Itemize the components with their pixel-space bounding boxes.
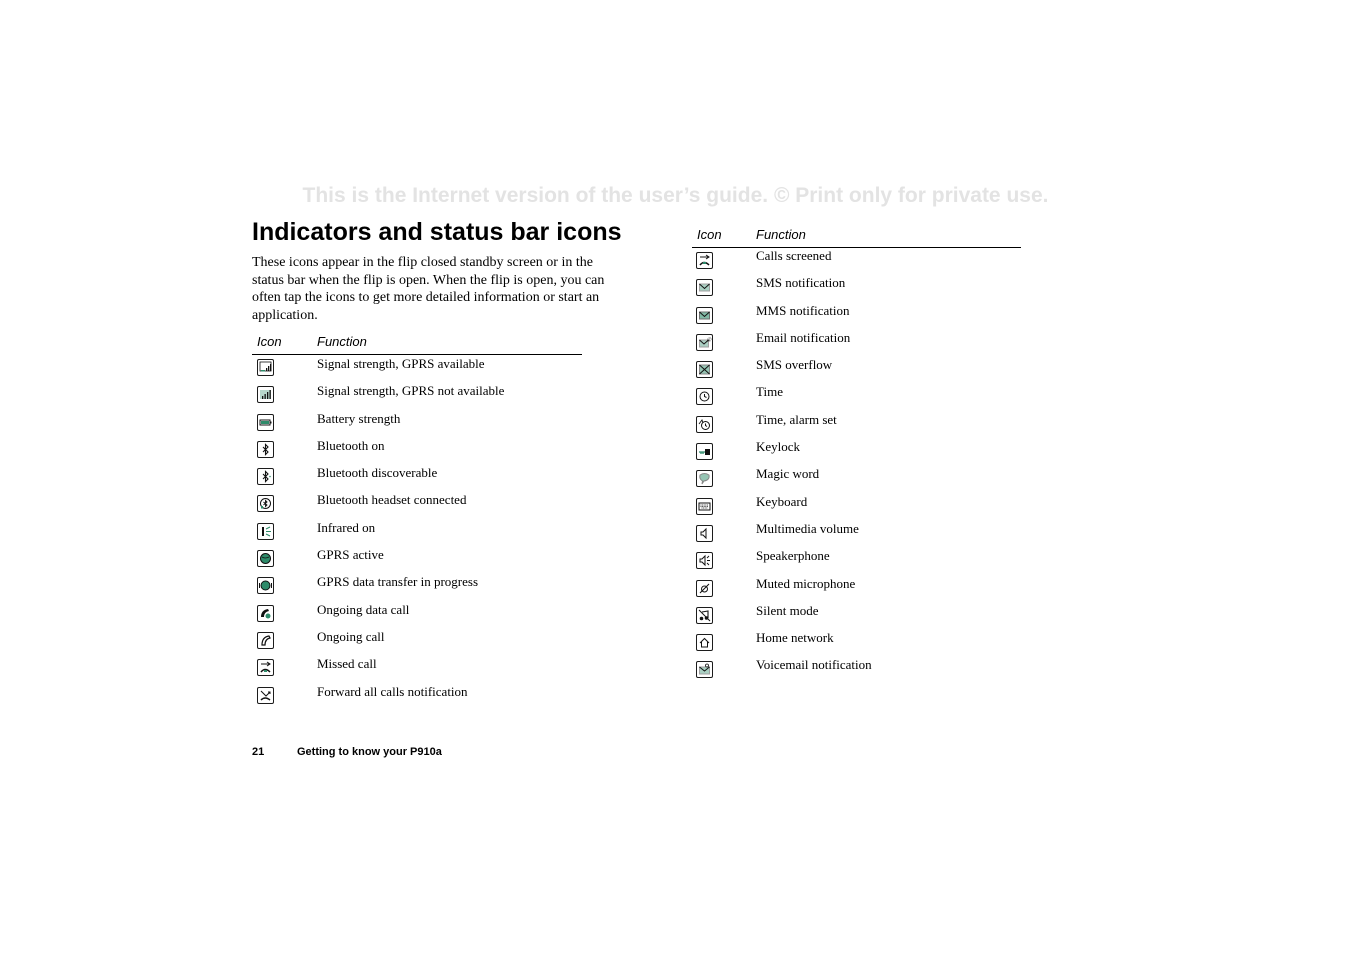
table-row (252, 601, 582, 628)
table-row (252, 573, 582, 600)
gprs-transfer-icon (257, 577, 274, 594)
table-row (692, 521, 1021, 548)
row-function-label: Forward all calls notification (317, 683, 468, 699)
signal-gprs-not-available-icon (257, 386, 274, 403)
infrared-icon (257, 523, 274, 540)
row-function-label: Bluetooth headset connected (317, 492, 467, 508)
row-function-label: Bluetooth discoverable (317, 465, 438, 481)
sms-overflow-icon (696, 361, 713, 378)
row-function-label: Ongoing data call (317, 601, 410, 617)
table-header (692, 226, 1021, 248)
icon-table-right (692, 226, 1021, 685)
magic-word-icon (696, 470, 713, 487)
keylock-icon (696, 443, 713, 460)
clock-icon (696, 388, 713, 405)
table-row (252, 382, 582, 409)
row-function-label: Battery strength (317, 410, 401, 426)
sms-icon (696, 279, 713, 296)
row-function-label: Silent mode (756, 602, 819, 618)
row-function-label: Email notification (756, 329, 851, 345)
missed-call-icon (257, 659, 274, 676)
table-row (252, 546, 582, 573)
table-row (252, 437, 582, 464)
alarm-clock-icon (696, 416, 713, 433)
row-function-label: GPRS active (317, 547, 384, 563)
row-function-label: SMS notification (756, 275, 846, 291)
keyboard-icon (696, 498, 713, 515)
table-row (252, 410, 582, 437)
table-row (252, 655, 582, 682)
table-row (692, 657, 1021, 684)
table-row (252, 628, 582, 655)
table-row (692, 412, 1021, 439)
row-function-label: SMS overflow (756, 357, 833, 373)
row-function-label: Keylock (756, 439, 801, 455)
row-function-label: GPRS data transfer in progress (317, 574, 479, 590)
table-row (692, 275, 1021, 302)
table-row (692, 466, 1021, 493)
row-function-label: Signal strength, GPRS available (317, 356, 485, 371)
table-row (692, 357, 1021, 384)
data-call-icon (257, 605, 274, 622)
table-header (252, 333, 582, 355)
row-function-label: Voicemail notification (756, 657, 872, 673)
header-function: Function (317, 334, 367, 349)
table-row (692, 603, 1021, 630)
header-icon: Icon (697, 227, 722, 242)
email-icon (696, 334, 713, 351)
header-function: Function (756, 227, 806, 242)
page-number: 21 (252, 746, 265, 758)
muted-microphone-icon (696, 580, 713, 597)
row-function-label: Bluetooth on (317, 437, 385, 453)
table-body (252, 355, 582, 710)
forward-calls-icon (257, 687, 274, 704)
silent-mode-icon (696, 607, 713, 624)
bluetooth-discoverable-icon (257, 468, 274, 485)
icon-table-left (252, 333, 582, 710)
voicemail-icon (696, 661, 713, 678)
svg-text:@: @ (707, 337, 712, 343)
row-function-label: Muted microphone (756, 575, 856, 591)
ongoing-call-icon (257, 632, 274, 649)
bluetooth-icon (257, 441, 274, 458)
row-function-label: Time (756, 384, 783, 400)
battery-icon (257, 414, 274, 431)
table-row (692, 384, 1021, 411)
row-function-label: Home network (756, 630, 834, 646)
page-title: Indicators and status bar icons (252, 218, 622, 246)
table-row (692, 576, 1021, 603)
row-function-label: Time, alarm set (756, 411, 837, 427)
row-function-label: Missed call (317, 656, 377, 672)
calls-screened-icon (696, 252, 713, 269)
table-row (252, 683, 582, 710)
table-row (252, 519, 582, 546)
row-function-label: Signal strength, GPRS not available (317, 383, 505, 399)
volume-icon (696, 525, 713, 542)
row-function-label: Speakerphone (756, 548, 830, 564)
table-row (692, 330, 1021, 357)
row-function-label: Magic word (756, 466, 820, 482)
row-function-label: Infrared on (317, 519, 376, 535)
table-row (692, 548, 1021, 575)
gprs-active-icon (257, 550, 274, 567)
intro-paragraph: These icons appear in the flip closed standby screen or in the status bar when the flip is open. When the flip is open, you can often tap the icons to get more detailed information or start an application. (252, 255, 605, 324)
bluetooth-headset-icon (257, 495, 274, 512)
speakerphone-icon (696, 552, 713, 569)
table-body (692, 248, 1021, 685)
row-function-label: Keyboard (756, 493, 808, 509)
table-row (692, 303, 1021, 330)
table-row (252, 355, 582, 382)
table-row (692, 439, 1021, 466)
header-icon: Icon (257, 334, 282, 349)
table-row (692, 248, 1021, 275)
row-function-label: Multimedia volume (756, 520, 859, 536)
signal-gprs-available-icon (257, 359, 274, 376)
row-function-label: Calls screened (756, 248, 832, 263)
table-row (692, 630, 1021, 657)
home-network-icon (696, 634, 713, 651)
mms-icon (696, 307, 713, 324)
table-row (692, 494, 1021, 521)
row-function-label: Ongoing call (317, 628, 385, 644)
watermark: This is the Internet version of the user’s guide. © Print only for private use. (302, 184, 1049, 207)
table-row (252, 464, 582, 491)
footer-section: Getting to know your P910a (297, 746, 442, 758)
table-row (252, 491, 582, 518)
row-function-label: MMS notification (756, 302, 850, 318)
